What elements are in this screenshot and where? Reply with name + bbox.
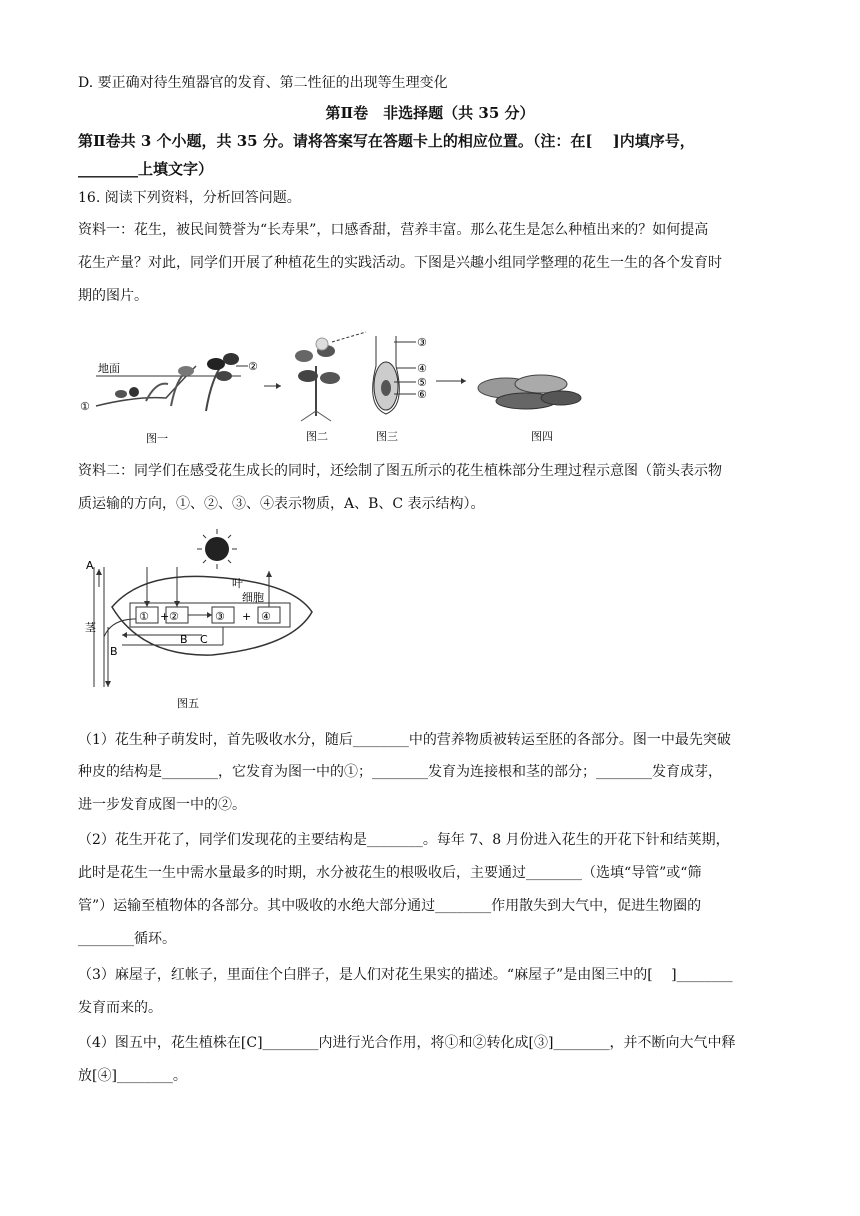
question-2-text: 此时是花生一生中需水量最多的时期，水分被花生的根吸收后，主要通过________（选填“导管”或“筛 bbox=[78, 865, 702, 881]
material-one-text: 资料一：花生，被民间赞誉为“长寿果”，口感香甜，营养丰富。那么花生是怎么种植出来的？如何提高 bbox=[78, 222, 709, 238]
label-c: C bbox=[200, 633, 208, 646]
label-plus-1: + bbox=[160, 610, 170, 623]
ground-label: 地面 bbox=[98, 362, 120, 375]
figure-three-label-6: ⑥ bbox=[417, 388, 427, 401]
figure-five-caption: 图五 bbox=[177, 697, 199, 710]
figure-one-label-1: ① bbox=[80, 400, 90, 413]
label-b-arrow: B bbox=[180, 633, 188, 646]
label-stem: 茎 bbox=[85, 621, 96, 634]
figure-three-label-5: ⑤ bbox=[417, 376, 427, 389]
question-2-text: 管”）运输至植物体的各部分。其中吸收的水绝大部分通过________作用散失到大气中，促进生物圈的 bbox=[78, 898, 702, 914]
question-2-text: ________循环。 bbox=[78, 931, 176, 947]
peanut-life-cycle-figure bbox=[76, 326, 616, 446]
question-3-text: 发育而来的。 bbox=[78, 1000, 162, 1016]
option-d: D. 要正确对待生殖器官的发育、第二性征的出现等生理变化 bbox=[78, 75, 448, 91]
figure-two bbox=[295, 332, 366, 443]
figure-one-label-2: ② bbox=[248, 360, 258, 373]
question-1-text: 种皮的结构是________，它发育为图一中的①；________发育为连接根和茎的部分；________发育成芽， bbox=[78, 764, 722, 780]
material-one-text: 期的图片。 bbox=[78, 288, 148, 304]
figure-three-caption: 图三 bbox=[376, 430, 398, 443]
label-leaf: 叶 bbox=[232, 577, 243, 590]
material-one-text: 花生产量？对此，同学们开展了种植花生的实践活动。下图是兴趣小组同学整理的花生一生的各个发育时 bbox=[78, 255, 722, 271]
label-substance-2: ② bbox=[169, 610, 179, 623]
figure-two-caption: 图二 bbox=[306, 430, 328, 443]
label-substance-4: ④ bbox=[261, 610, 271, 623]
material-two-text: 资料二：同学们在感受花生成长的同时，还绘制了图五所示的花生植株部分生理过程示意图（箭头表示物 bbox=[78, 463, 722, 479]
label-cell: 细胞 bbox=[242, 591, 264, 604]
label-substance-3: ③ bbox=[215, 610, 225, 623]
section-title: 第Ⅱ卷 非选择题（共 35 分） bbox=[325, 104, 535, 122]
label-a: A bbox=[86, 559, 94, 572]
question-4-text: （4）图五中，花生植株在[C]________内进行光合作用，将①和②转化成[③]________，并不断向大气中释 bbox=[78, 1035, 736, 1051]
figure-three bbox=[373, 336, 427, 443]
section-instructions: 第Ⅱ卷共 3 个小题，共 35 分。请将答案写在答题卡上的相应位置。（注：在[ ]内填序号， bbox=[78, 132, 695, 150]
figure-one bbox=[80, 353, 258, 445]
question-3-text: （3）麻屋子，红帐子，里面住个白胖子，是人们对花生果实的描述。“麻屋子”是由图三中的[ ]________ bbox=[78, 967, 733, 983]
figure-three-label-3: ③ bbox=[417, 336, 427, 349]
label-substance-1: ① bbox=[139, 610, 149, 623]
figure-four bbox=[478, 375, 581, 443]
question-1-text: （1）花生种子萌发时，首先吸收水分，随后________中的营养物质被转运至胚的各部分。图一中最先突破 bbox=[78, 732, 731, 748]
label-plus-2: + bbox=[242, 610, 252, 623]
question-16-stem: 16. 阅读下列资料，分析回答问题。 bbox=[78, 190, 301, 206]
figure-one-caption: 图一 bbox=[146, 432, 168, 445]
section-instructions-cont: ________上填文字） bbox=[78, 160, 214, 178]
question-4-text: 放[④]________。 bbox=[78, 1068, 187, 1084]
question-2-text: （2）花生开花了，同学们发现花的主要结构是________。每年 7、8 月份进入花生的开花下针和结荚期， bbox=[78, 832, 730, 848]
question-1-text: 进一步发育成图一中的②。 bbox=[78, 797, 246, 813]
figure-four-caption: 图四 bbox=[531, 430, 553, 443]
label-b: B bbox=[110, 645, 118, 658]
figure-five bbox=[82, 527, 322, 712]
figure-three-label-4: ④ bbox=[417, 362, 427, 375]
material-two-text: 质运输的方向，①、②、③、④表示物质，A、B、C 表示结构）。 bbox=[78, 496, 485, 512]
